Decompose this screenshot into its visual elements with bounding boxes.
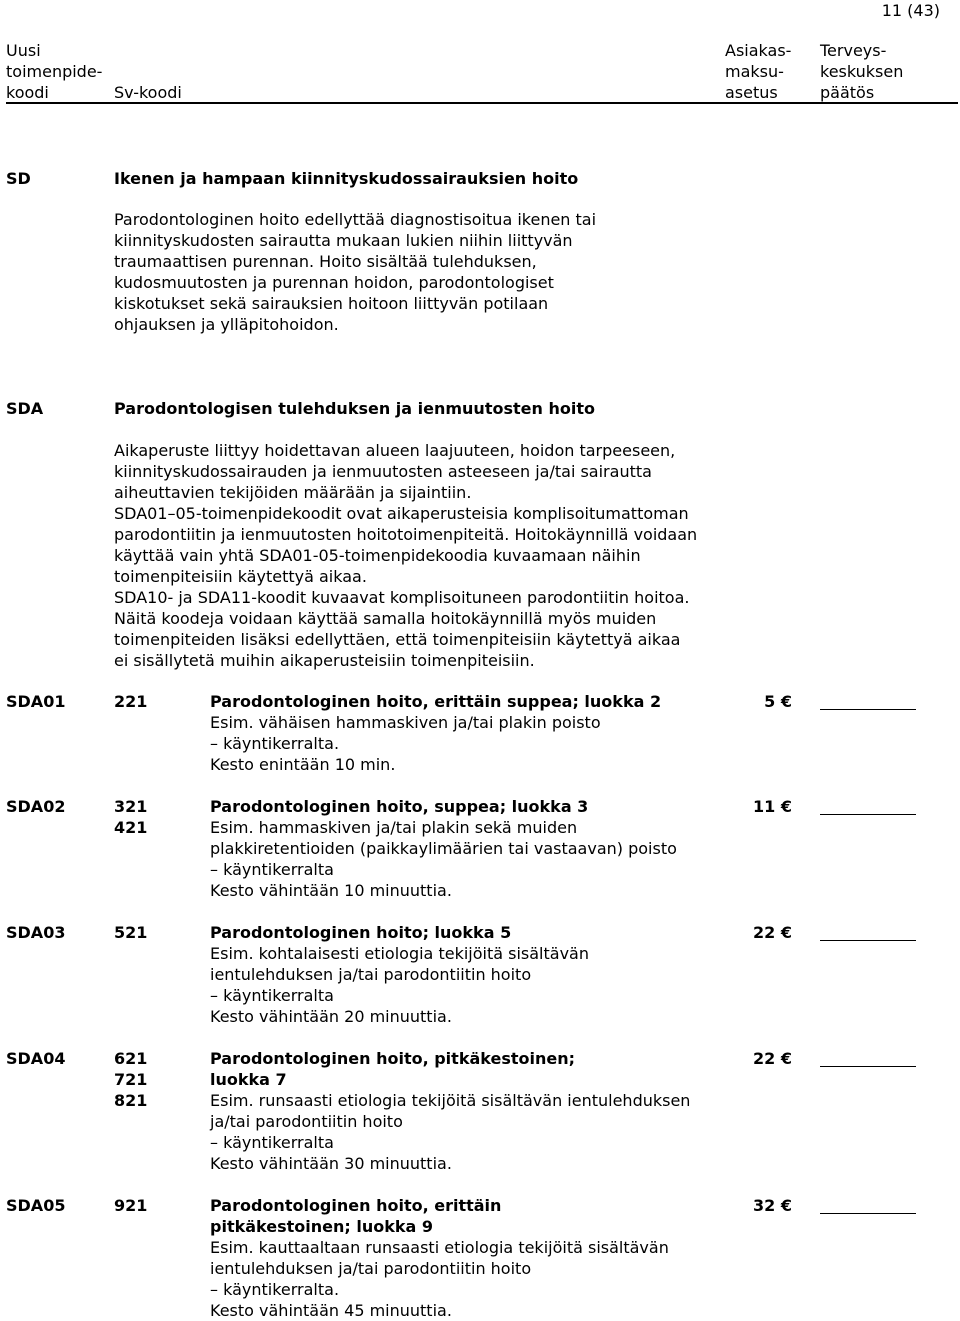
text-line: – käyntikerralta. — [210, 1280, 340, 1299]
sv-code-list — [114, 691, 147, 712]
procedure-description — [210, 1048, 750, 1174]
text-line: Esim. hammaskiven ja/tai plakin sekä muiden — [210, 818, 578, 837]
text-line: Kesto enintään 10 min. — [210, 755, 396, 774]
text-line: kiinnityskudossairauden ja ienmuutosten asteeseen ja/tai sairautta — [114, 462, 652, 481]
column-header-customer-fee — [725, 40, 791, 103]
text-line: Esim. kauttaaltaan runsaasti etiologia tekijöitä sisältävän — [210, 1238, 669, 1257]
text-line: Esim. vähäisen hammaskiven ja/tai plakin poisto — [210, 713, 601, 732]
text-line: aiheuttavien tekijöiden määrään ja sijaintiin. — [114, 483, 472, 502]
sv-code: 921 — [114, 1196, 148, 1215]
header-line: Sv-koodi — [114, 83, 182, 102]
text-line: – käyntikerralta. — [210, 734, 340, 753]
text-line: ientulehduksen ja/tai parodontiitin hoito — [210, 1259, 532, 1278]
sv-code: 521 — [114, 923, 148, 942]
sv-code: 821 — [114, 1091, 148, 1110]
section-code: SDA — [6, 399, 44, 418]
text-line: Kesto vähintään 10 minuuttia. — [210, 881, 452, 900]
text-line: Näitä koodeja voidaan käyttää samalla hoitokäynnillä myös muiden — [114, 609, 657, 628]
procedure-description — [210, 1195, 750, 1321]
text-line: SDA01–05-toimenpidekoodit ovat aikaperusteisia komplisoitumattoman — [114, 504, 689, 523]
sv-code: 721 — [114, 1070, 148, 1089]
health-center-decision-blank — [820, 814, 916, 815]
text-line: Esim. runsaasti etiologia tekijöitä sisältävän ientulehduksen — [210, 1091, 691, 1110]
sv-code: 621 — [114, 1049, 148, 1068]
header-line: toimenpide- — [6, 62, 103, 81]
customer-fee: 11 € — [753, 797, 792, 816]
column-header-new-code — [6, 40, 102, 103]
text-line: ientulehduksen ja/tai parodontiitin hoito — [210, 965, 532, 984]
customer-fee: 22 € — [753, 1049, 792, 1068]
text-line: toimenpiteiden lisäksi edellyttäen, että toimenpiteisiin käytettyä aikaa — [114, 630, 681, 649]
text-line: ei sisällytetä muihin aikaperusteisiin toimenpiteisiin. — [114, 651, 535, 670]
header-line: maksu- — [725, 62, 784, 81]
column-header-sv-code — [114, 82, 182, 103]
text-line: plakkiretentioiden (paikkaylimäärien tai vastaavan) poisto — [210, 839, 677, 858]
section-description — [114, 440, 754, 671]
procedure-code: SDA05 — [6, 1196, 66, 1215]
customer-fee: 32 € — [753, 1196, 792, 1215]
procedure-description — [210, 922, 750, 1027]
sv-code-list — [114, 1195, 147, 1216]
header-line: päätös — [820, 83, 875, 102]
header-line: Asiakas- — [725, 41, 792, 60]
text-line: Kesto vähintään 20 minuuttia. — [210, 1007, 452, 1026]
section-title: Ikenen ja hampaan kiinnityskudossairauksien hoito — [114, 169, 579, 188]
procedure-code: SDA01 — [6, 692, 66, 711]
text-line: ohjauksen ja ylläpitohoidon. — [114, 315, 339, 334]
procedure-title: Parodontologinen hoito; luokka 5 — [210, 923, 512, 942]
sv-code-list — [114, 1048, 147, 1111]
text-line: – käyntikerralta — [210, 986, 334, 1005]
health-center-decision-blank — [820, 1213, 916, 1214]
sv-code: 321 — [114, 797, 148, 816]
procedure-title: pitkäkestoinen; luokka 9 — [210, 1217, 433, 1236]
text-line: Aikaperuste liittyy hoidettavan alueen laajuuteen, hoidon tarpeeseen, — [114, 441, 676, 460]
sv-code: 421 — [114, 818, 148, 837]
sv-code-list — [114, 922, 147, 943]
procedure-title: Parodontologinen hoito, erittäin suppea; luokka 2 — [210, 692, 662, 711]
procedure-title: luokka 7 — [210, 1070, 287, 1089]
procedure-description — [210, 691, 750, 775]
text-line: toimenpiteisiin käytettyä aikaa. — [114, 567, 367, 586]
column-header-health-center — [820, 40, 903, 103]
text-line: kudosmuutosten ja purennan hoidon, parodontologiset — [114, 273, 554, 292]
health-center-decision-blank — [820, 940, 916, 941]
text-line: Kesto vähintään 45 minuuttia. — [210, 1301, 452, 1320]
procedure-description — [210, 796, 750, 901]
text-line: kiskotukset sekä sairauksien hoitoon liittyvän potilaan — [114, 294, 549, 313]
text-line: Esim. kohtalaisesti etiologia tekijöitä sisältävän — [210, 944, 589, 963]
procedure-title: Parodontologinen hoito, pitkäkestoinen; — [210, 1049, 575, 1068]
header-divider — [6, 102, 958, 104]
section-description — [114, 209, 754, 335]
text-line: traumaattisen purennan. Hoito sisältää tulehduksen, — [114, 252, 537, 271]
procedure-code: SDA03 — [6, 923, 66, 942]
text-line: SDA10- ja SDA11-koodit kuvaavat komplisoituneen parodontiitin hoitoa. — [114, 588, 690, 607]
section-code: SD — [6, 169, 31, 188]
sv-code-list — [114, 796, 147, 838]
text-line: parodontiitin ja ienmuutosten hoitotoimenpiteitä. Hoitokäynnillä voidaan — [114, 525, 698, 544]
procedure-code: SDA02 — [6, 797, 66, 816]
procedure-title: Parodontologinen hoito, suppea; luokka 3 — [210, 797, 589, 816]
customer-fee: 5 € — [764, 692, 792, 711]
header-line: Terveys- — [820, 41, 887, 60]
text-line: – käyntikerralta — [210, 1133, 334, 1152]
text-line: Parodontologinen hoito edellyttää diagnostisoitua ikenen tai — [114, 210, 597, 229]
procedure-code: SDA04 — [6, 1049, 66, 1068]
header-line: koodi — [6, 83, 49, 102]
procedure-title: Parodontologinen hoito, erittäin — [210, 1196, 502, 1215]
section-title: Parodontologisen tulehduksen ja ienmuutosten hoito — [114, 399, 595, 418]
header-line: asetus — [725, 83, 778, 102]
header-line: keskuksen — [820, 62, 904, 81]
sv-code: 221 — [114, 692, 148, 711]
health-center-decision-blank — [820, 1066, 916, 1067]
page-number: 11 (43) — [881, 1, 940, 20]
text-line: käyttää vain yhtä SDA01-05-toimenpidekoodia kuvaamaan näihin — [114, 546, 641, 565]
text-line: Kesto vähintään 30 minuuttia. — [210, 1154, 452, 1173]
customer-fee: 22 € — [753, 923, 792, 942]
text-line: – käyntikerralta — [210, 860, 334, 879]
text-line: ja/tai parodontiitin hoito — [210, 1112, 403, 1131]
header-line: Uusi — [6, 41, 41, 60]
text-line: kiinnityskudosten sairautta mukaan lukien niihin liittyvän — [114, 231, 573, 250]
health-center-decision-blank — [820, 709, 916, 710]
